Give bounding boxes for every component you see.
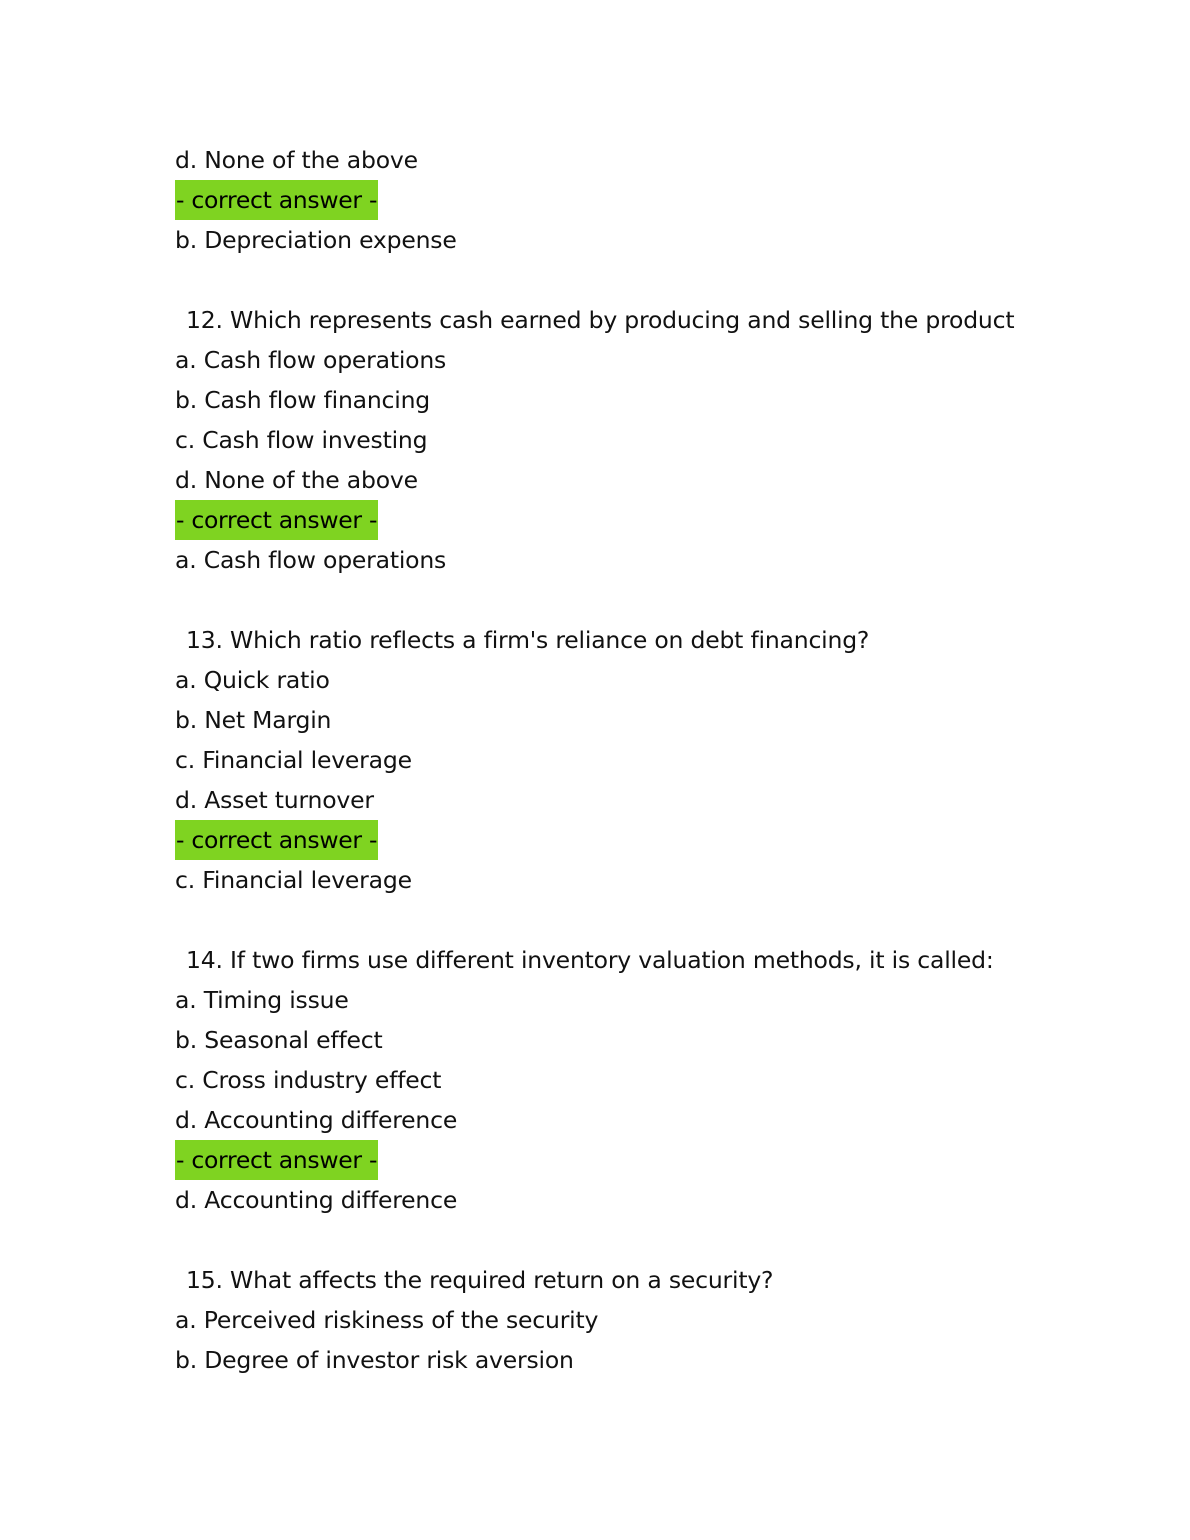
answer-text: c. Financial leverage [175, 866, 412, 894]
option-text: b. Net Margin [175, 706, 332, 734]
question-text: 15. What affects the required return on a security? [186, 1266, 774, 1294]
question-text: 12. Which represents cash earned by producing and selling the product [186, 306, 1015, 334]
question-text: 13. Which ratio reflects a firm's reliance on debt financing? [186, 626, 870, 654]
question-text: 14. If two firms use different inventory valuation methods, it is called: [186, 946, 994, 974]
correct-answer-row [175, 1140, 1075, 1180]
option-text: d. None of the above [175, 466, 418, 494]
answer-text: a. Cash flow operations [175, 546, 447, 574]
option-text: a. Timing issue [175, 986, 349, 1014]
option-text: d. None of the above [175, 146, 418, 174]
option-text: a. Quick ratio [175, 666, 330, 694]
document-page [175, 140, 1075, 1380]
answer-text: b. Depreciation expense [175, 226, 457, 254]
option-text: a. Cash flow operations [175, 346, 447, 374]
correct-answer-badge: - correct answer - [175, 180, 378, 220]
option-text: b. Seasonal effect [175, 1026, 383, 1054]
option-text: b. Degree of investor risk aversion [175, 1346, 574, 1374]
correct-answer-badge: - correct answer - [175, 1140, 378, 1180]
option-text: a. Perceived riskiness of the security [175, 1306, 599, 1334]
option-text: c. Financial leverage [175, 746, 412, 774]
correct-answer-badge: - correct answer - [175, 820, 378, 860]
correct-answer-badge: - correct answer - [175, 500, 378, 540]
answer-text: d. Accounting difference [175, 1186, 458, 1214]
option-text: d. Accounting difference [175, 1106, 458, 1134]
option-text: b. Cash flow financing [175, 386, 430, 414]
option-text: c. Cross industry effect [175, 1066, 442, 1094]
correct-answer-row [175, 820, 1075, 860]
paragraph-gap [175, 260, 1075, 300]
option-text: c. Cash flow investing [175, 426, 428, 454]
correct-answer-row [175, 500, 1075, 540]
paragraph-gap [175, 580, 1075, 620]
paragraph-gap [175, 1220, 1075, 1260]
correct-answer-row [175, 180, 1075, 220]
option-text: d. Asset turnover [175, 786, 374, 814]
paragraph-gap [175, 900, 1075, 940]
